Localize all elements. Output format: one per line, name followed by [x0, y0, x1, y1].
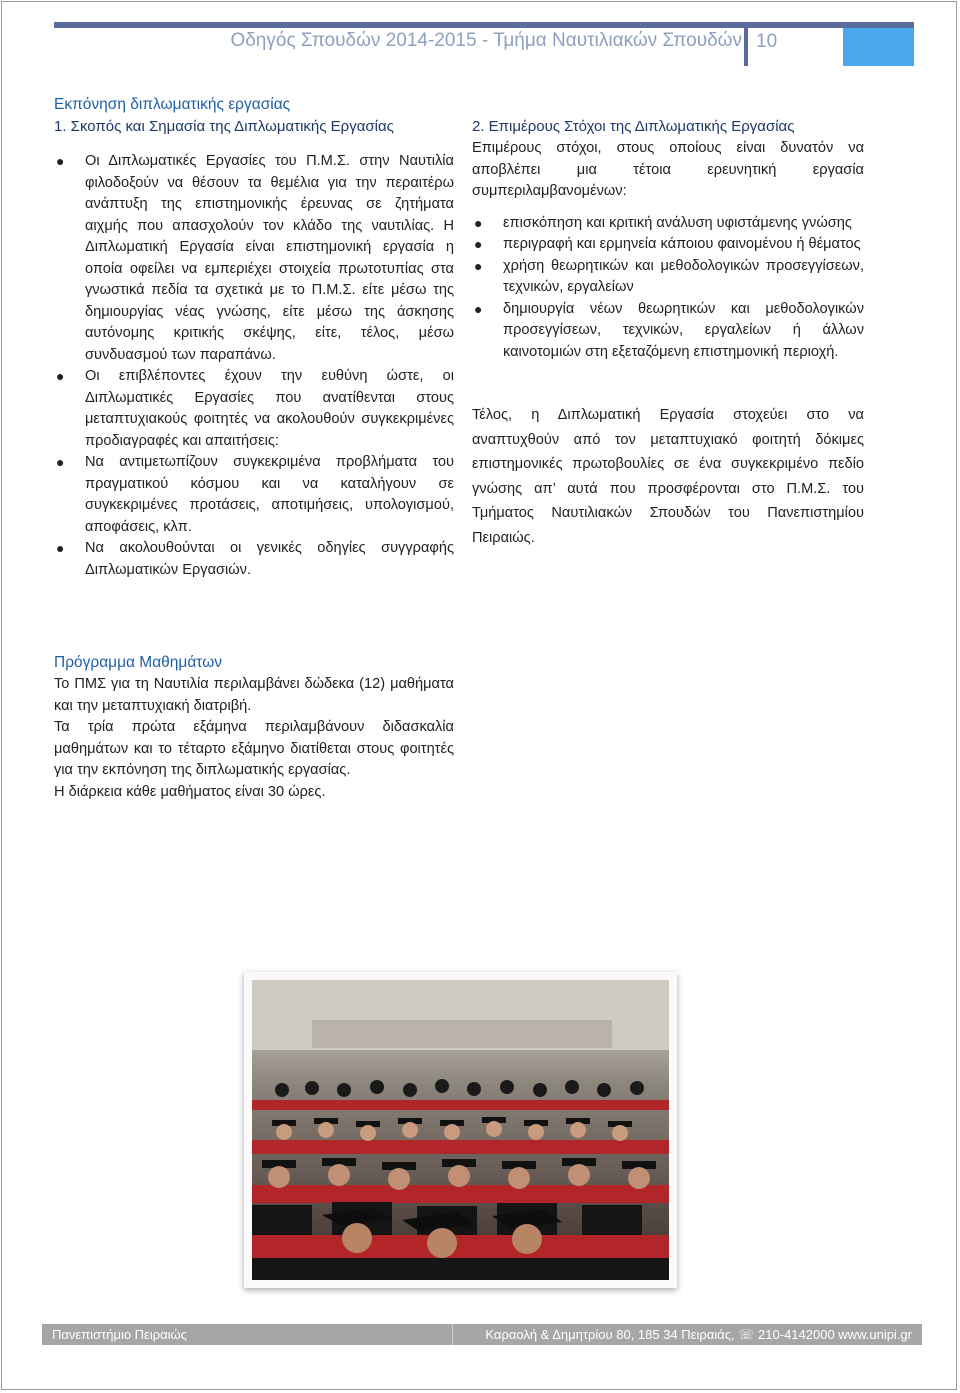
bullet-icon: ● — [474, 300, 483, 317]
right-intro: Επιμέρους στόχοι, στους οποίους είναι δυνατόν να αποβλέπει μια τέτοια ερευνητική εργασία συμπεριλαμβανομένων: — [472, 140, 864, 199]
left-bullet-list — [54, 151, 454, 581]
list-item: ● δημιουργία νέων θεωρητικών και μεθοδολογικών προσεγγίσεων, τεχνικών, εργαλείων ή άλλων καινοτομιών στη εξεταζόμενη επιστημονική περιοχή. — [474, 300, 864, 360]
section-title: Εκπόνηση διπλωματικής εργασίας — [54, 96, 291, 113]
bullet-icon: ● — [474, 214, 483, 231]
graduation-photo — [244, 972, 677, 1288]
list-item: ● Να αντιμετωπίζουν συγκεκριμένα προβλήματα του πραγματικού κόσμου και να καταλήγουν σε συγκεκριμένες προτάσεις, αποτιμήσεις, υπολογισμού, αποφάσεις, κλπ. — [56, 454, 454, 535]
program-paragraph: Τα τρία πρώτα εξάμηνα περιλαμβάνουν διδασκαλία μαθημάτων και το τέταρτο εξάμηνο διατίθεται στους φοιτητές για την εκπόνηση της διπλωματικής εργασίας. — [54, 719, 454, 778]
right-bullet-list — [472, 213, 864, 364]
bullet-icon: ● — [56, 368, 65, 384]
list-item: ● Να ακολουθούνται οι γενικές οδηγίες συγγραφής Διπλωματικών Εργασιών. — [56, 540, 454, 578]
program-paragraph: Η διάρκεια κάθε μαθήματος είναι 30 ώρες. — [54, 783, 326, 800]
left-column — [54, 94, 454, 581]
header-bar — [54, 22, 914, 28]
program-paragraph: Το ΠΜΣ για τη Ναυτιλία περιλαμβάνει δώδεκα (12) μαθήματα και την μεταπτυχιακή διατριβή. — [54, 676, 454, 714]
footer — [42, 1324, 922, 1345]
list-item: ● επισκόπηση και κριτική ανάλυση υφιστάμενης γνώσης — [472, 213, 864, 235]
list-item: ● Οι επιβλέποντες έχουν την ευθύνη ώστε, οι Διπλωματικές Εργασίες που ανατίθενται στους μεταπτυχιακούς φοιτητές να ακολουθούν συγκεκριμένες προδιαγραφές και απαιτήσεις: — [56, 368, 454, 449]
closing-paragraph: Τέλος, η Διπλωματική Εργασία στοχεύει στο να αναπτυχθούν από τον μεταπτυχιακό φοιτητή δόκιμες επιστημονικές πρωτοβουλίες σε ένα συγκεκριμένο πεδίο γνώσης απ’ αυτά που προσφέρονται στο Π.Μ.Σ. του Τμήματος Ναυτιλιακών Σπουδών του Πανεπιστημίου Πειραιώς. — [472, 407, 864, 546]
bullet-icon: ● — [474, 257, 483, 274]
bullet-icon: ● — [56, 454, 65, 470]
bullet-icon: ● — [56, 153, 65, 169]
list-item: ● χρήση θεωρητικών και μεθοδολογικών προσεγγίσεων, τεχνικών, εργαλείων — [474, 257, 864, 295]
bullet-icon: ● — [474, 236, 483, 252]
program-title: Πρόγραμμα Μαθημάτων — [54, 654, 223, 671]
subsection-title-1: 1. Σκοπός και Σημασία της Διπλωματικής Εργασίας — [54, 118, 394, 135]
header-title: Οδηγός Σπουδών 2014-2015 - Τμήμα Ναυτιλιακών Σπουδών — [230, 30, 742, 51]
footer-address: Καραολή & Δημητρίου 80, 185 34 Πειραιάς, ☏ 210-4142000 www.unipi.gr — [485, 1327, 912, 1342]
header-accent-box — [843, 28, 914, 66]
footer-university: Πανεπιστήμιο Πειραιώς — [52, 1327, 187, 1342]
list-item: ● περιγραφή και ερμηνεία κάποιου φαινομένου ή θέματος — [472, 234, 864, 256]
bullet-icon: ● — [56, 540, 65, 556]
program-section — [54, 652, 454, 803]
right-column — [472, 116, 864, 550]
graduation-photo-image — [252, 980, 669, 1280]
header-separator — [744, 28, 748, 66]
page-number: 10 — [756, 31, 778, 52]
list-item: ● Οι Διπλωματικές Εργασίες του Π.Μ.Σ. στην Ναυτιλία φιλοδοξούν να θέσουν τα θεμέλια για την περαιτέρω ανάπτυξη της επιστημονικής έρευνας σε ζητήματα αιχμής που απασχολούν τον κλάδο της ναυτιλίας. Η Διπλωματική Εργασία είναι επιστημονική εργασία η οποία οφείλει να εμπεριέχει στοιχεία πρωτοτυπίας στα γνωστικά πεδία τα σχετικά με το Π.Μ.Σ. είτε μέσω της δημιουργίας νέας γνώσης, είτε μέσω της άσκησης αυτόνομης κριτικής σκέψης, είτε, τέλος, μέσω συνδυασμού των παραπάνω. — [56, 153, 454, 363]
footer-divider — [452, 1324, 453, 1345]
subsection-title-2: 2. Επιμέρους Στόχοι της Διπλωματικής Εργασίας — [472, 118, 795, 135]
